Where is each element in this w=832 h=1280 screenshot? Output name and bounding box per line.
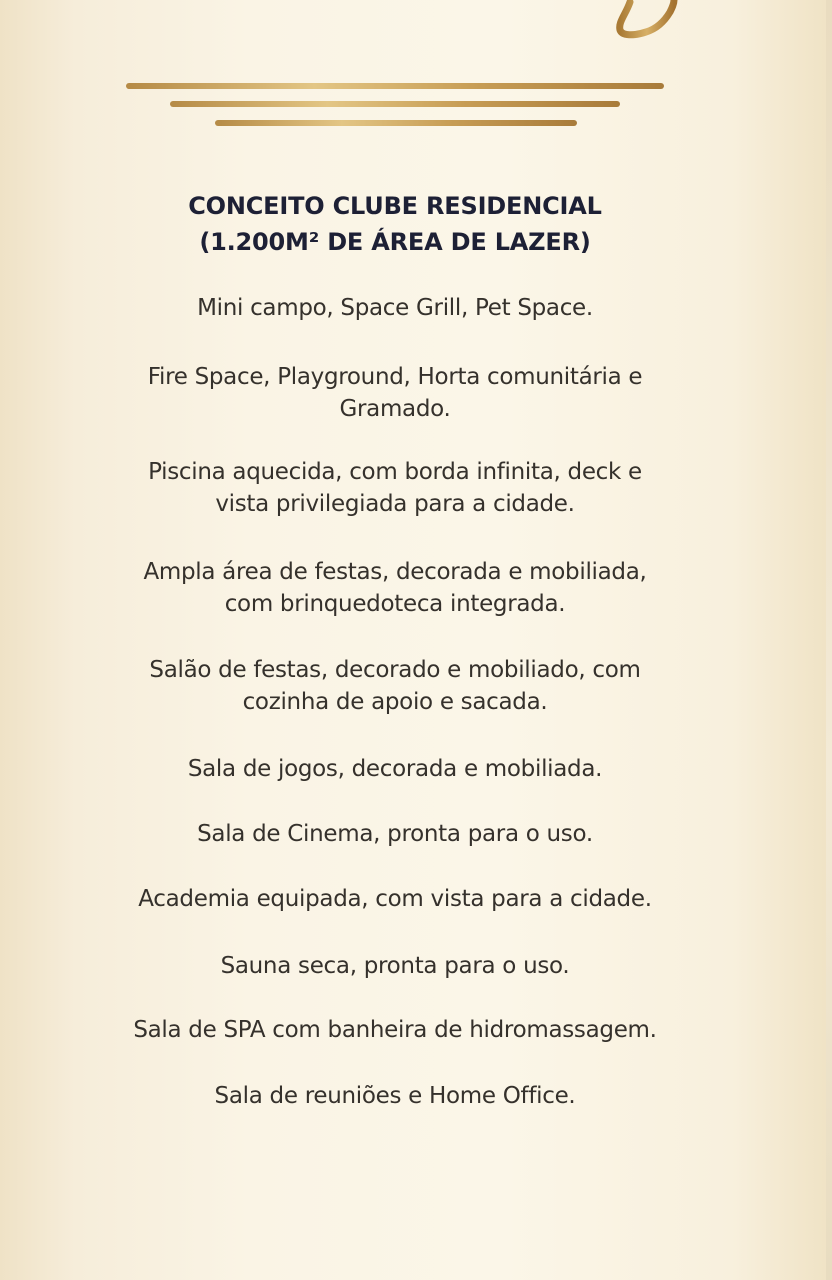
- list-item-line: Sala de Cinema, pronta para o uso.: [197, 821, 593, 847]
- gold-triple-line-divider: [0, 76, 832, 132]
- gold-script-flourish-icon: [600, 0, 690, 44]
- list-item-line: Piscina aquecida, com borda infinita, deck e: [148, 459, 642, 485]
- list-item-line: Mini campo, Space Grill, Pet Space.: [197, 295, 593, 321]
- list-item-line: Gramado.: [339, 396, 451, 422]
- list-item-line: Academia equipada, com vista para a cidade.: [138, 886, 652, 912]
- list-item: [0, 456, 790, 520]
- list-item-line: vista privilegiada para a cidade.: [215, 491, 575, 517]
- page-edge: [826, 0, 832, 1280]
- list-item-line: Sala de reuniões e Home Office.: [214, 1083, 576, 1109]
- list-item-line: Salão de festas, decorado e mobiliado, com: [149, 657, 641, 683]
- list-item-line: Sauna seca, pronta para o uso.: [220, 953, 570, 979]
- list-item-line: cozinha de apoio e sacada.: [242, 689, 548, 715]
- list-item-line: Ampla área de festas, decorada e mobiliada,: [143, 559, 647, 585]
- list-item: [0, 556, 790, 620]
- list-item: [0, 950, 790, 982]
- list-item-line: com brinquedoteca integrada.: [224, 591, 566, 617]
- list-item: [0, 654, 790, 718]
- list-item: [0, 753, 790, 785]
- title-line-1: CONCEITO CLUBE RESIDENCIAL: [188, 192, 602, 220]
- title-line-2: (1.200M² DE ÁREA DE LAZER): [199, 228, 591, 256]
- list-item: [0, 292, 790, 324]
- list-item: [0, 883, 790, 915]
- list-item-line: Fire Space, Playground, Horta comunitária e: [147, 364, 643, 390]
- list-item-line: Sala de SPA com banheira de hidromassagem.: [133, 1017, 657, 1043]
- page-title: [0, 188, 790, 260]
- list-item: [0, 361, 790, 425]
- list-item-line: Sala de jogos, decorada e mobiliada.: [187, 756, 603, 782]
- list-item: [0, 1080, 790, 1112]
- list-item: [0, 1014, 790, 1046]
- list-item: [0, 818, 790, 850]
